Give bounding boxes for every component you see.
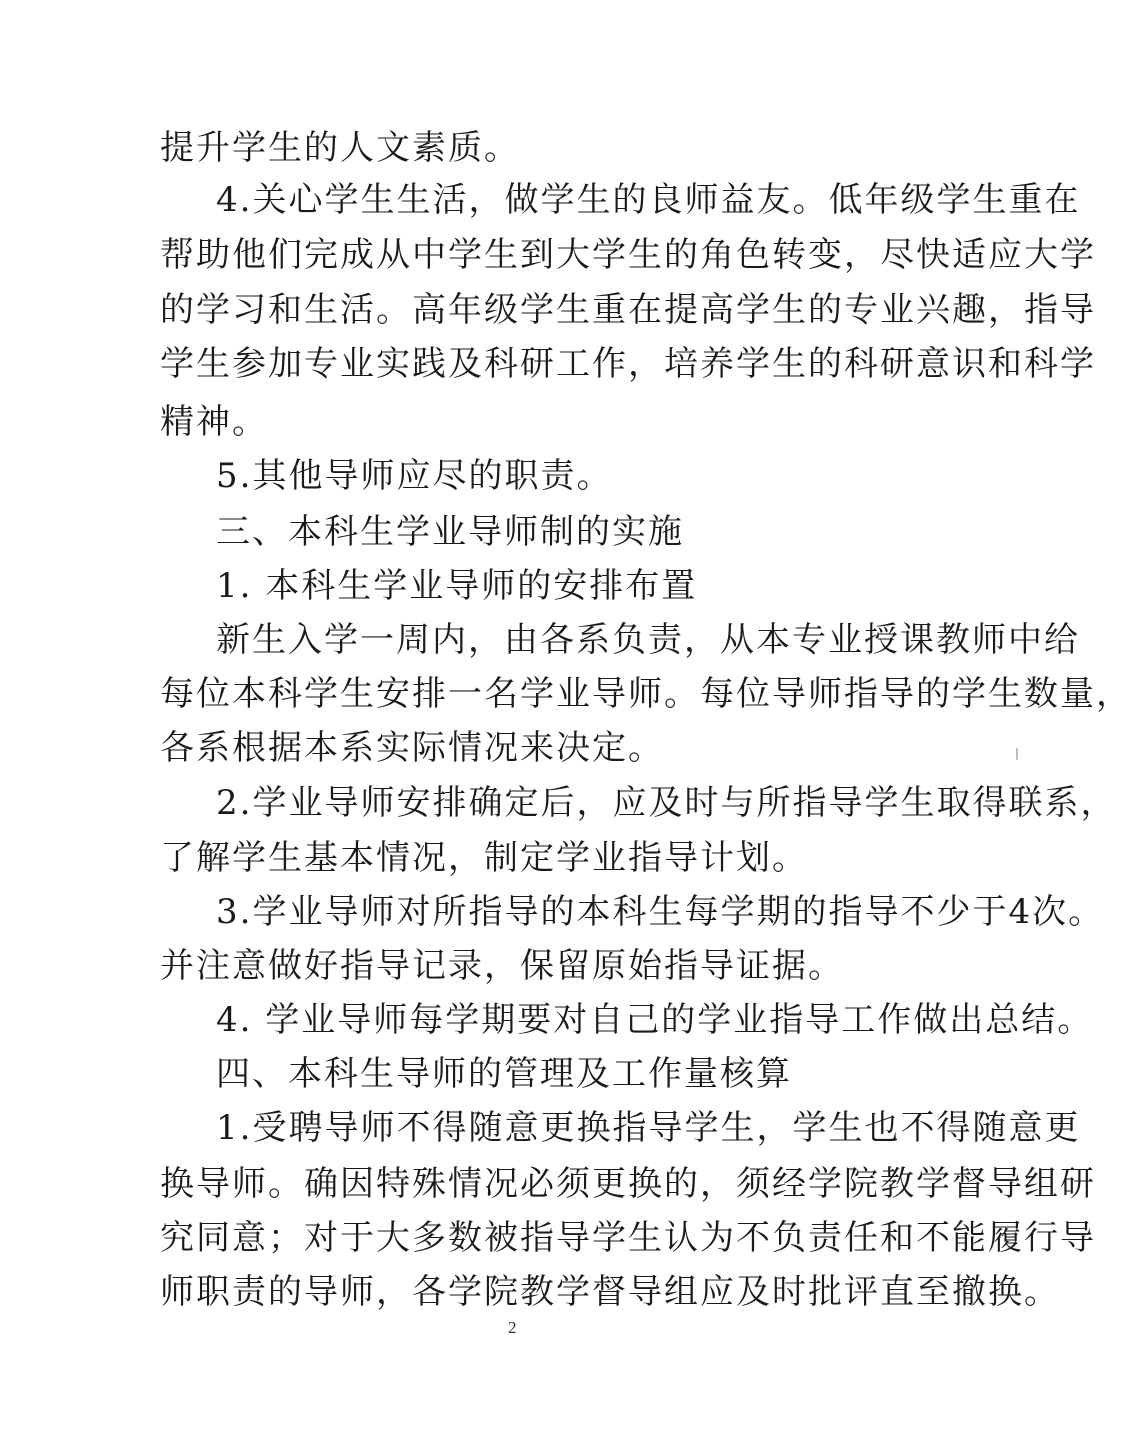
paragraph-line-20: 换导师。确因特殊情况必须更换的，须经学院教学督导组研 [160,1164,1096,1204]
paragraph-line-19: 1.受聘导师不得随意更换指导学生，学生也不得随意更 [216,1108,1081,1148]
section-heading-4: 四、本科生导师的管理及工作量核算 [216,1054,792,1094]
paragraph-line-10: 新生入学一周内，由各系负责，从本专业授课教师中给 [216,620,1080,660]
paragraph-line-16: 并注意做好指导记录，保留原始指导证据。 [160,946,844,986]
paragraph-line-11: 每位本科学生安排一名学业导师。每位导师指导的学生数量， [160,674,1132,714]
paragraph-line-12: 各系根据本系实际情况来决定。 [160,728,664,768]
page-number: 2 [508,1318,517,1337]
paragraph-line-2: 4.关心学生生活，做学生的良师益友。低年级学生重在 [216,180,1081,220]
paragraph-line-14: 了解学生基本情况，制定学业指导计划。 [160,838,808,878]
paragraph-line-4: 的学习和生活。高年级学生重在提高学生的专业兴趣，指导 [160,290,1096,330]
paragraph-line-15: 3.学业导师对所指导的本科生每学期的指导不少于4次。 [216,892,1105,932]
paragraph-line-5: 学生参加专业实践及科研工作，培养学生的科研意识和科学 [160,344,1096,384]
paragraph-line-21: 究同意；对于大多数被指导学生认为不负责任和不能履行导 [160,1218,1096,1258]
paragraph-line-3: 帮助他们完成从中学生到大学生的角色转变，尽快适应大学 [160,235,1096,275]
scan-artifact [1016,748,1018,760]
paragraph-line-17: 4. 学业导师每学期要对自己的学业指导工作做出总结。 [216,1000,1094,1040]
subsection-heading-3-1: 1. 本科生学业导师的安排布置 [216,566,698,606]
paragraph-line-1: 提升学生的人文素质。 [160,128,520,168]
section-heading-3: 三、本科生学业导师制的实施 [216,512,684,552]
paragraph-line-22: 师职责的导师，各学院教学督导组应及时批评直至撤换。 [160,1272,1060,1312]
paragraph-line-7: 5.其他导师应尽的职责。 [216,456,613,496]
paragraph-line-6: 精神。 [160,402,268,442]
paragraph-line-13: 2.学业导师安排确定后，应及时与所指导学生取得联系， [216,783,1117,823]
